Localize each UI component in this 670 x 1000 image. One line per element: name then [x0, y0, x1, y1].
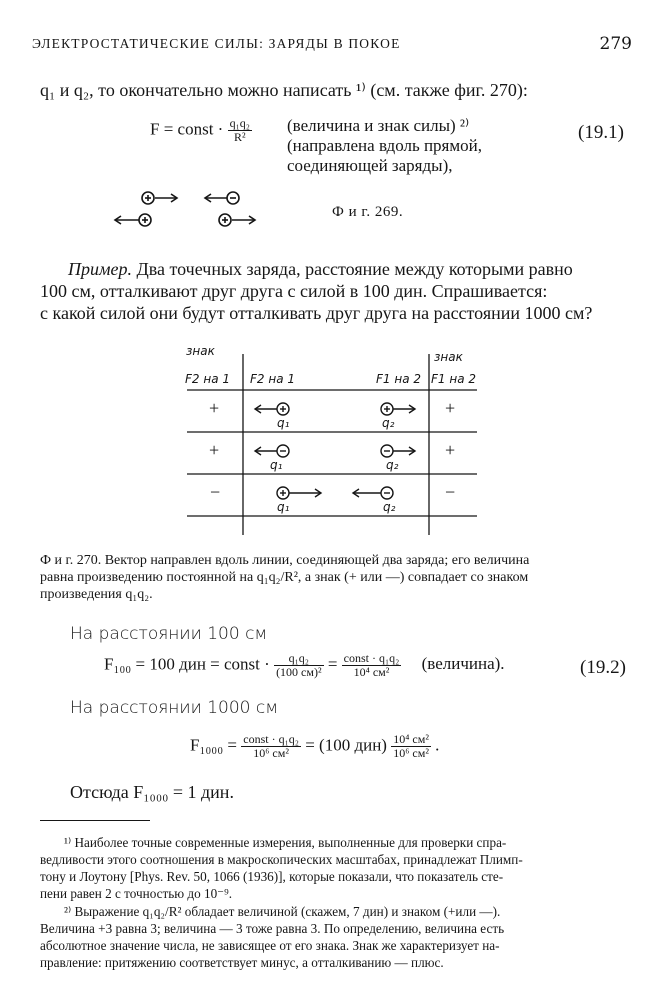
eq-19-2-f2-num: const · q₁q₂ [343, 651, 400, 665]
footnote-2-line-3: абсолютное значение числа, не зависящее от его знака. Знак же характеризует на- [40, 938, 500, 953]
intro-line: q₁ и q₂, то окончательно можно написать ¹⁾ (см. также фиг. 270): [40, 80, 528, 100]
eq-19-1-desc-2: (направлена вдоль прямой, [287, 136, 482, 155]
eq-19-2-f1-den: (100 см)² [276, 665, 322, 679]
example-text-1: Два точечных заряда, расстояние между которыми равно [131, 259, 573, 279]
eq-19-1-den: R² [233, 130, 246, 144]
fig-270-f12-mid-header: F1 на 2 [376, 372, 421, 386]
fig-270-row3-sign-left: − [210, 482, 221, 502]
fig-270-row1-sign-right: + [445, 398, 456, 418]
footnote-2-line-2: Величина +3 равна 3; величина — 3 тоже равна 3. По определению, величина есть [40, 921, 505, 936]
eq-19-2-fraction-2 [342, 652, 402, 679]
running-title: ЭЛЕКТРОСТАТИЧЕСКИЕ СИЛЫ: ЗАРЯДЫ В ПОКОЕ [32, 36, 401, 51]
eq-19-2-equals: = [327, 654, 338, 674]
at-100-heading: На расстоянии 100 см [70, 624, 268, 644]
fig-270-row3-q1: q₁ [277, 500, 290, 514]
fig-270-row2-sign-left: + [209, 440, 220, 460]
footnote-1-line-3: тону и Лоутону [Phys. Rev. 50, 1066 (1936)], которые показали, что показатель сте- [40, 869, 504, 884]
footnote-rule [40, 820, 150, 821]
footnote-1 [40, 834, 630, 902]
eq-f1000-mid: = (100 дин) [305, 735, 387, 755]
fig-270-row3-q2: q₂ [383, 500, 396, 514]
fig-270-row2-q2: q₂ [386, 458, 399, 472]
eq-19-1-description [287, 116, 482, 176]
footnote-2-line-4: правление: притяжению соответствует минус, а отталкиванию — плюс. [40, 955, 444, 970]
footnote-1-line-4: пени равен 2 с точностью до 10⁻⁹. [40, 886, 233, 901]
fig-270-sign-right-header: знак [434, 350, 463, 364]
eq-19-2-lhs: F₁₀₀ = 100 дин = const · [104, 654, 270, 674]
eq-19-2 [104, 652, 505, 679]
fig-270-f21-mid-header: F2 на 1 [250, 372, 295, 386]
eq-19-2-fraction-1 [274, 652, 324, 679]
fig-270-f12-right-header: F1 на 2 [431, 372, 476, 386]
eq-f1000-fraction-1 [241, 733, 301, 760]
eq-f1000-end: . [435, 735, 440, 755]
fig-270-row1-q2: q₂ [382, 416, 395, 430]
eq-19-2-note: (величина). [421, 654, 505, 674]
eq-f1000-f1-den: 10⁶ см² [253, 746, 289, 760]
fig-270-caption-line-2: равна произведению постоянной на q₁q₂/R², а знак (+ или —) совпадает со знаком [40, 570, 529, 585]
footnote-1-line-2: ведливости этого соотношения в макроскопических масштабах, принадлежат Плимп- [40, 852, 523, 867]
fig-270-f21-left-header: F2 на 1 [185, 372, 230, 386]
eq-19-1-fraction [228, 117, 252, 144]
eq-f1000 [190, 733, 439, 760]
eq-19-1-desc-3: соединяющей заряды), [287, 156, 453, 175]
at-1000-heading: На расстоянии 1000 см [70, 698, 279, 718]
eq-19-1-number: (19.1) [578, 122, 624, 143]
eq-f1000-fraction-2 [391, 733, 431, 760]
footnote-2 [40, 903, 630, 971]
example-lead: Пример. [68, 259, 132, 279]
hence-line: Отсюда F₁₀₀₀ = 1 дин. [70, 782, 234, 802]
fig-270-caption-line-3: произведения q₁q₂. [40, 587, 153, 602]
eq-19-1 [150, 117, 252, 144]
eq-f1000-lhs: F₁₀₀₀ = [190, 735, 237, 755]
fig-270-row1-q1: q₁ [277, 416, 290, 430]
fig-270-sign-left-header: знак [186, 344, 215, 358]
page-number: 279 [599, 34, 632, 54]
fig-270-row1-sign-left: + [209, 398, 220, 418]
eq-19-2-f1-num: q₁q₂ [274, 652, 324, 666]
example-line-1 [40, 258, 640, 280]
fig-269-caption: Ф и г. 269. [332, 204, 404, 220]
eq-19-2-f2-den: 10⁴ см² [353, 665, 390, 679]
eq-19-2-number: (19.2) [580, 657, 626, 678]
footnote-1-line-1: ¹⁾ Наиболее точные современные измерения, выполненные для проверки спра- [64, 835, 507, 850]
fig-270-caption-line-1: Ф и г. 270. Вектор направлен вдоль линии, соединяющей два заряда; его величина [40, 553, 530, 568]
footnote-2-line-1: ²⁾ Выражение q₁q₂/R² обладает величиной (скажем, 7 дин) и знаком (+или —). [64, 904, 501, 919]
eq-f1000-f2-num: 10⁴ см² [393, 732, 429, 746]
eq-19-1-desc-1: (величина и знак силы) ²⁾ [287, 116, 470, 135]
eq-19-1-num: q₁q₂ [229, 116, 250, 130]
eq-f1000-f1-num: const · q₁q₂ [243, 732, 299, 746]
example-line-3: с какой силой они будут отталкивать друг друга на расстоянии 1000 см? [40, 303, 593, 323]
eq-f1000-f2-den: 10⁶ см² [393, 746, 429, 760]
fig-269-drawing [105, 186, 275, 232]
fig-270-row2-sign-right: + [445, 440, 456, 460]
example-paragraph [40, 258, 640, 324]
example-line-2: 100 см, отталкивают друг друга с силой в 100 дин. Спрашивается: [40, 281, 548, 301]
eq-19-1-lhs: F = const · [150, 119, 224, 139]
fig-270-row2-q1: q₁ [270, 458, 283, 472]
fig-270-caption [40, 552, 630, 603]
fig-270-row3-sign-right: − [445, 482, 456, 502]
